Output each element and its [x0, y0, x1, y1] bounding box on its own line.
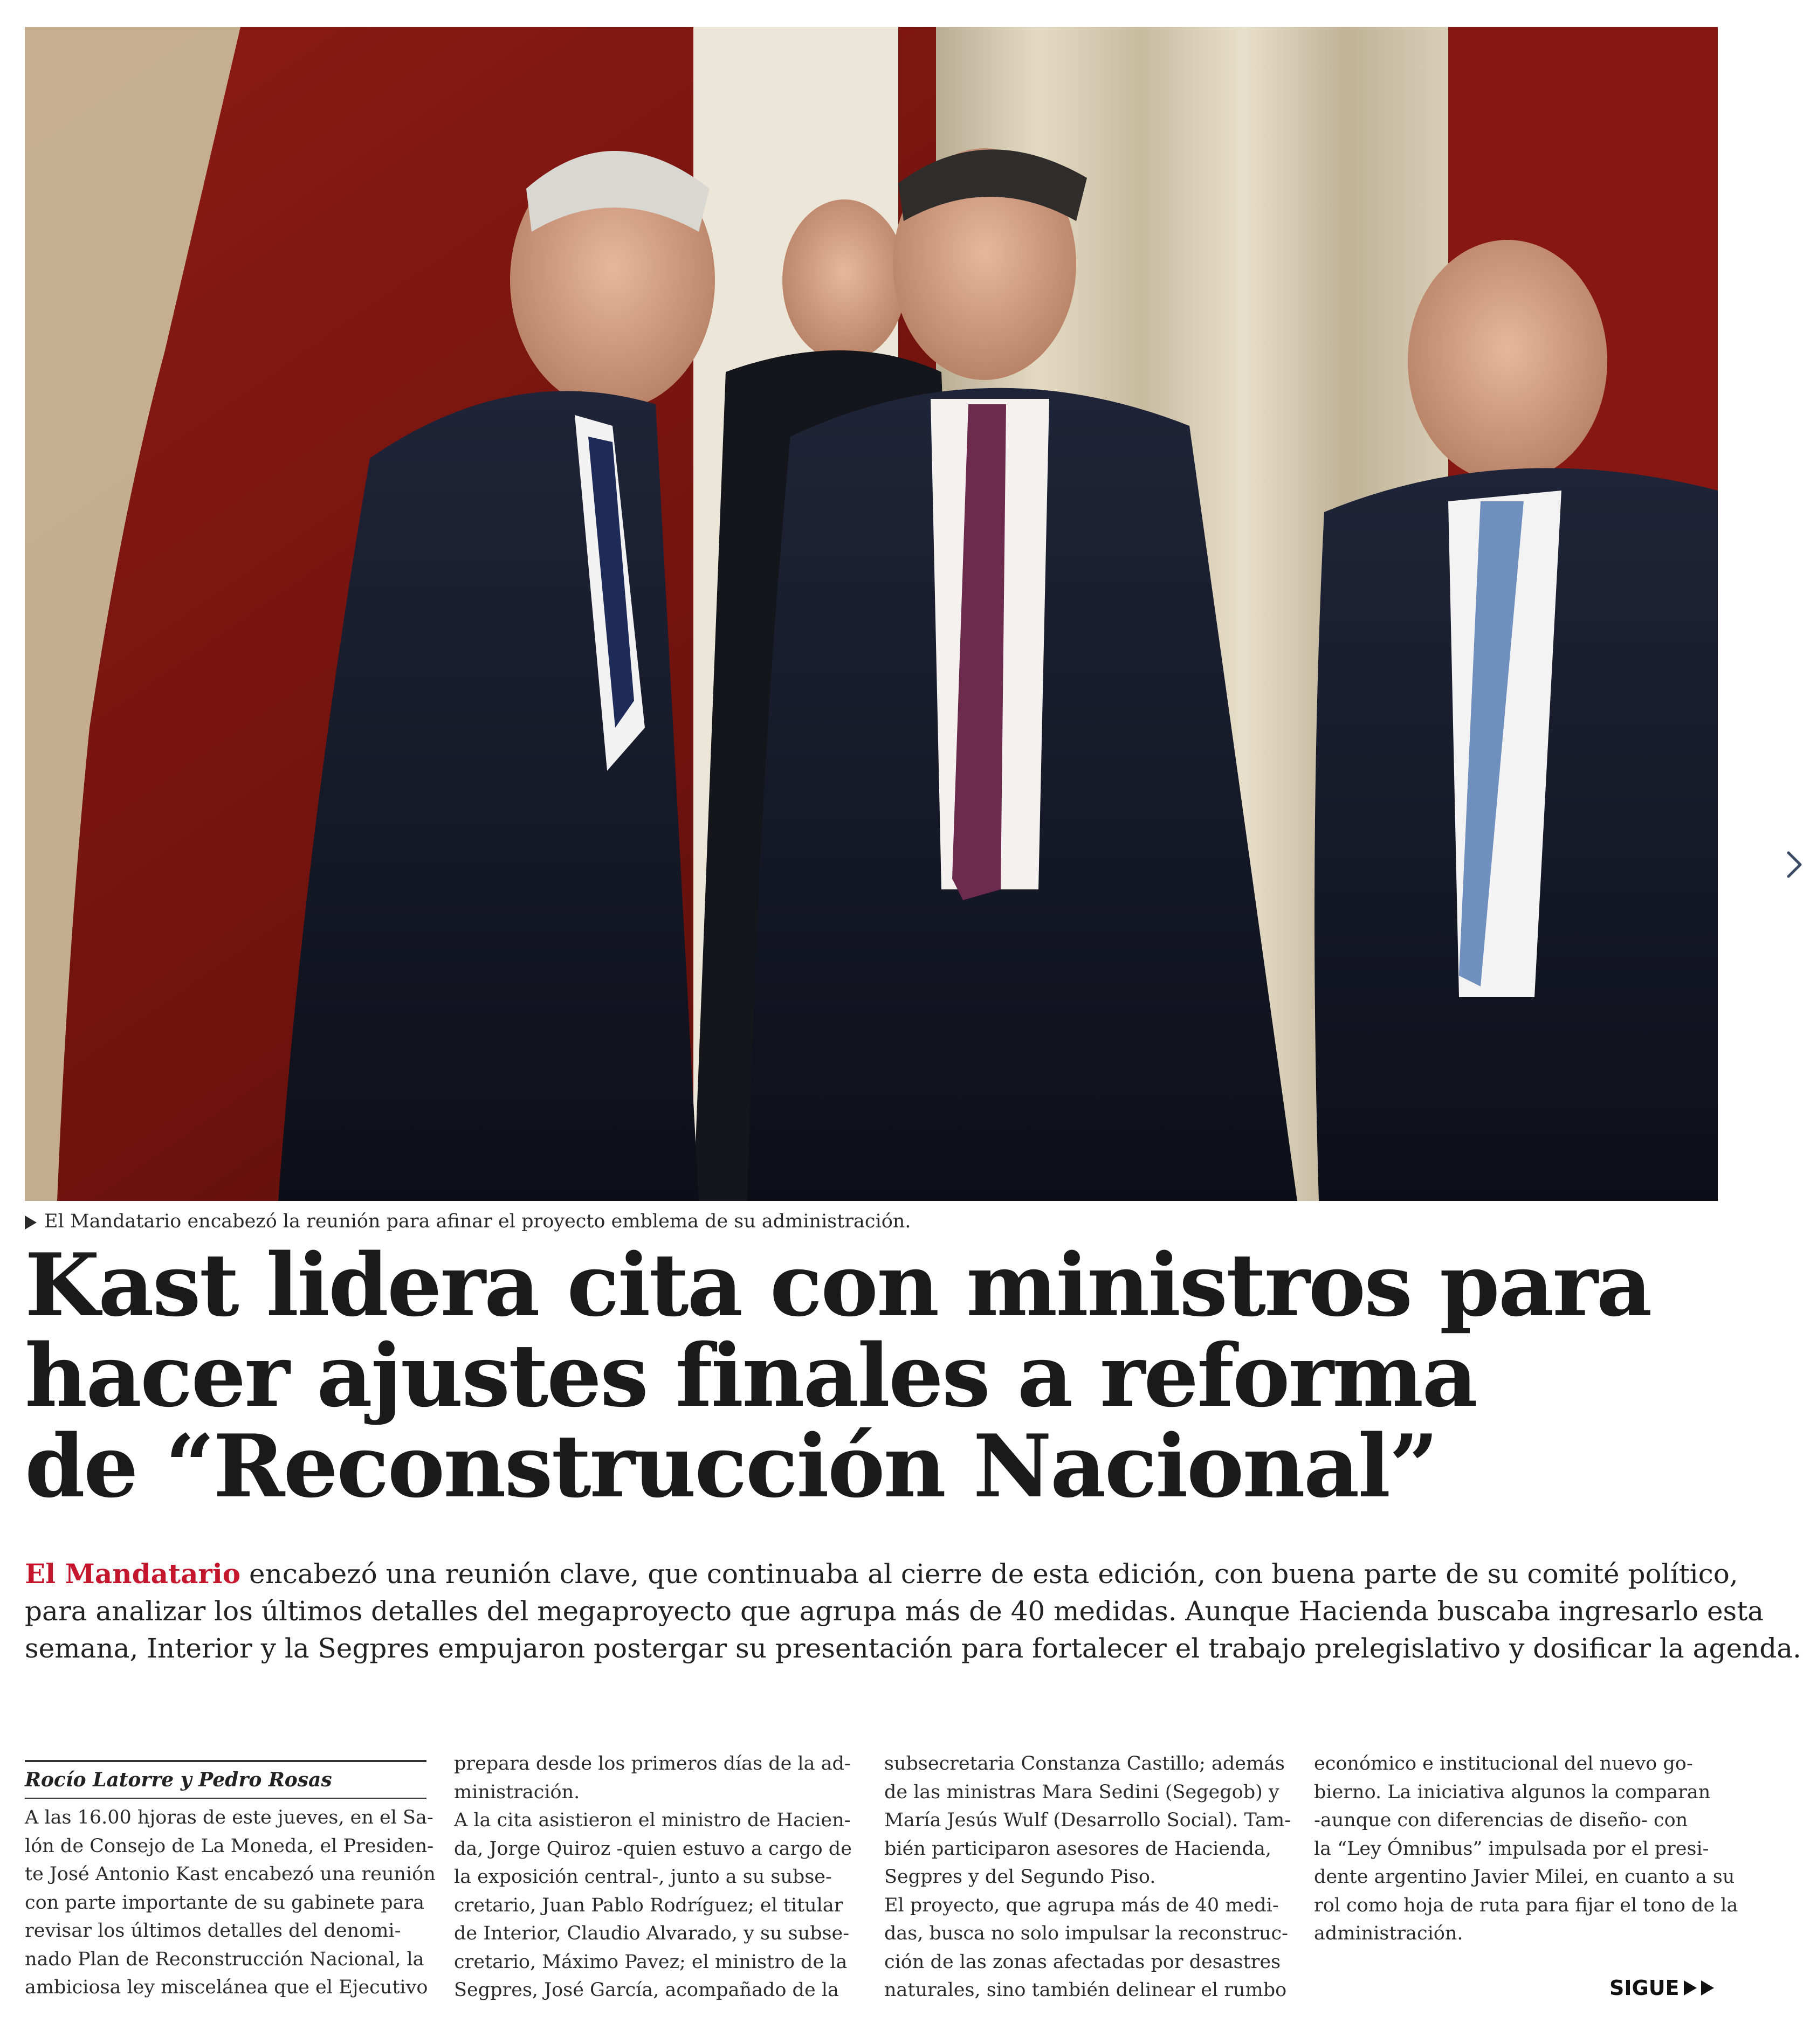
body-text-line: bierno. La iniciativa algunos la comparan	[1314, 1781, 1711, 1803]
body-text-line: Segpres y del Segundo Piso.	[884, 1866, 1156, 1888]
body-text-line: dente argentino Javier Milei, en cuanto a su	[1314, 1866, 1735, 1888]
article-lead	[25, 1555, 1801, 1667]
photo-illustration	[25, 27, 1718, 1201]
headline-line-2: hacer ajustes finales a reforma	[25, 1325, 1476, 1426]
body-text-line: ambiciosa ley miscelánea que el Ejecutivo	[25, 1977, 428, 1998]
body-text-line: te José Antonio Kast encabezó una reunión	[25, 1863, 436, 1885]
body-text-line: la exposición central-, junto a su subse-	[454, 1866, 832, 1888]
body-text-line: la “Ley Ómnibus” impulsada por el presi-	[1314, 1838, 1709, 1860]
body-text-line: lón de Consejo de La Moneda, el Presiden-	[25, 1835, 434, 1857]
body-column-2	[454, 1750, 856, 2005]
body-text-line: El proyecto, que agrupa más de 40 medi-	[884, 1894, 1279, 1916]
article-photo	[25, 27, 1718, 1201]
body-text-line: con parte importante de su gabinete para	[25, 1891, 424, 1914]
body-text-line: nado Plan de Reconstrucción Nacional, la	[25, 1948, 424, 1970]
body-text-line: revisar los últimos detalles del denomi-	[25, 1920, 401, 1942]
body-text-line: prepara desde los primeros días de la ad-	[454, 1753, 851, 1774]
body-text-line: administración.	[1314, 1923, 1463, 1944]
body-text-line: A la cita asistieron el ministro de Hacien-	[454, 1810, 851, 1831]
lead-line-1	[25, 1555, 1738, 1593]
body-text-line: María Jesús Wulf (Desarrollo Social). Tam-	[884, 1810, 1291, 1831]
body-text-line: cretario, Máximo Pavez; el ministro de la	[454, 1951, 848, 1973]
lead-kicker: El Mandatario	[25, 1558, 241, 1590]
body-text-line: rol como hoja de ruta para fijar el tono de la	[1314, 1894, 1738, 1916]
continue-arrow-icon	[1684, 1980, 1697, 1995]
body-text-line: A las 16.00 hjoras de este jueves, en el Sa-	[25, 1807, 433, 1828]
continue-marker	[1609, 1976, 1714, 2000]
caption-arrow-icon	[25, 1216, 37, 1230]
photo-caption	[25, 1211, 1718, 1232]
body-text-line: das, busca no solo impulsar la reconstruc-	[884, 1923, 1288, 1944]
continue-label: SIGUE	[1609, 1976, 1680, 2000]
headline-line-3: de “Reconstrucción Nacional”	[25, 1415, 1437, 1517]
next-page-chevron-icon[interactable]	[1779, 845, 1809, 884]
lead-line-1-text: encabezó una reunión clave, que continuaba al cierre de esta edición, con buena parte de su comité político,	[240, 1558, 1738, 1590]
byline: Rocío Latorre y Pedro Rosas	[25, 1760, 426, 1799]
body-text-line: -aunque con diferencias de diseño- con	[1314, 1810, 1688, 1831]
photo-caption-text: El Mandatario encabezó la reunión para afinar el proyecto emblema de su administración.	[44, 1211, 911, 1232]
article-headline	[25, 1234, 1718, 1517]
body-text-line: de Interior, Claudio Alvarado, y su subse-	[454, 1923, 850, 1944]
lead-line-3: semana, Interior y la Segpres empujaron postergar su presentación para fortalecer el trabajo prelegislativo y dosificar la agenda.	[25, 1633, 1801, 1664]
body-text-line: naturales, sino también delinear el rumbo	[884, 1979, 1287, 2001]
body-text-line: de las ministras Mara Sedini (Segegob) y	[884, 1781, 1279, 1803]
body-text-line: subsecretaria Constanza Castillo; además	[884, 1753, 1285, 1774]
body-text-line: da, Jorge Quiroz -quien estuvo a cargo de	[454, 1838, 852, 1860]
body-text-line: económico e institucional del nuevo go-	[1314, 1753, 1693, 1774]
body-text-line: Segpres, José García, acompañado de la	[454, 1979, 839, 2001]
continue-arrow-icon	[1701, 1980, 1714, 1995]
body-column-3	[884, 1750, 1291, 2005]
body-text-line: cretario, Juan Pablo Rodríguez; el titular	[454, 1894, 843, 1916]
body-text-line: ción de las zonas afectadas por desastres	[884, 1951, 1281, 1973]
body-text-line: ministración.	[454, 1781, 580, 1803]
body-text-line: bién participaron asesores de Hacienda,	[884, 1838, 1271, 1860]
body-column-4	[1314, 1750, 1738, 1948]
body-column-1	[25, 1804, 436, 2002]
headline-line-1: Kast lidera cita con ministros para	[25, 1234, 1651, 1336]
lead-line-2: para analizar los últimos detalles del megaproyecto que agrupa más de 40 medidas. Aunque Hacienda buscaba ingresarlo esta	[25, 1596, 1764, 1627]
